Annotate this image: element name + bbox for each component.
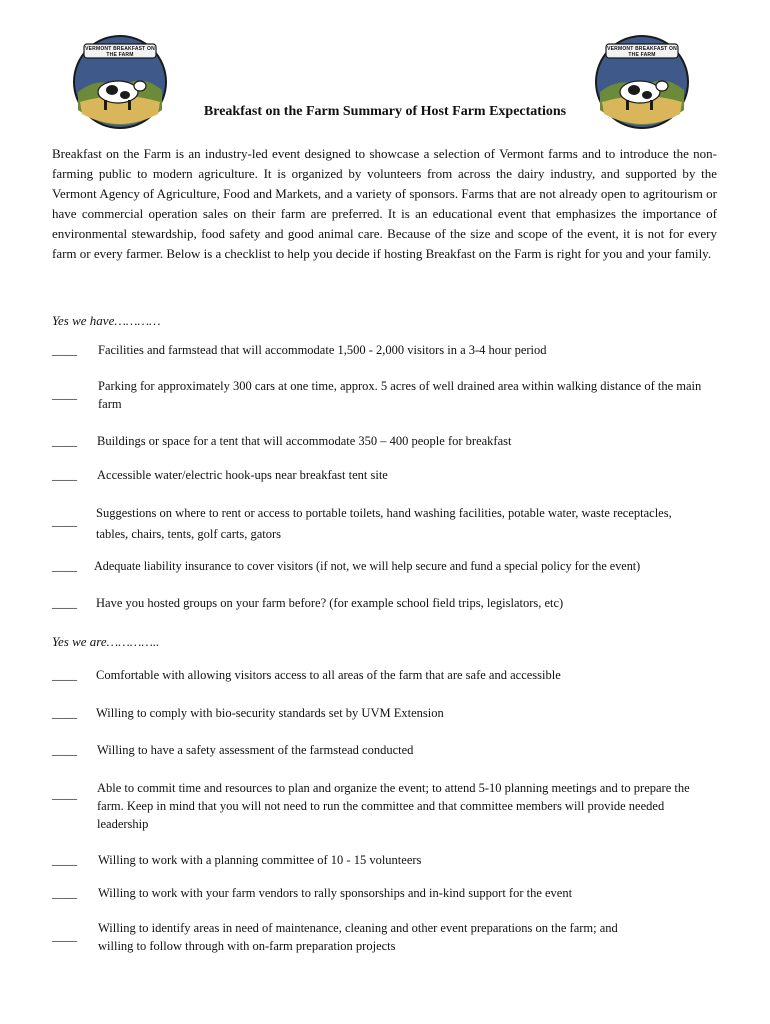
- section-heading-have: Yes we have…………: [52, 313, 161, 328]
- checklist-item-text: Adequate liability insurance to cover visitors (if not, we will help secure and fund a special policy for the event): [94, 559, 641, 573]
- checklist-item-text: Able to commit time and resources to plan and organize the event; to attend 5-10 planning meetings and to prepare the farm. Keep in mind that you will not need to run the committee and that committee members will provide needed leadership: [97, 781, 690, 831]
- logo-right-text: VERMONT BREAKFAST ON THE FARM: [607, 46, 677, 58]
- checkbox-blank[interactable]: ____: [52, 559, 77, 573]
- checklist-item-text: Suggestions on where to rent or access to portable toilets, hand washing facilities, potable water, waste receptacles, tables, chairs, tents, golf carts, gators: [96, 506, 672, 541]
- section-heading-are: Yes we are…………..: [52, 634, 160, 649]
- checkbox-blank[interactable]: ____: [52, 343, 77, 357]
- checklist-item-text: Parking for approximately 300 cars at one time, approx. 5 acres of well drained area within walking distance of the main farm: [98, 379, 702, 411]
- checklist-item-text: Willing to work with a planning committee of 10 - 15 volunteers: [98, 853, 422, 867]
- checklist-item-text: Buildings or space for a tent that will accommodate 350 – 400 people for breakfast: [97, 434, 512, 448]
- intro-paragraph: Breakfast on the Farm is an industry-led event designed to showcase a selection of Vermont farms and to introduce the non-farming public to modern agriculture. It is organized by volunteers from across the dairy industry, and supported by the Vermont Agency of Agriculture, Food and Markets, and a variety of sponsors. Farms that are not already open to agritourism or have commercial operation sales on their farm are preferred. It is an educational event that emphasizes the importance of environmental stewardship, food safety and good animal care. Because of the size and scope of the event, it is not for every farm or every farmer. Below is a checklist to help you decide if hosting Breakfast on the Farm is right for you and your family.: [52, 146, 717, 262]
- checklist-item-text: Willing to identify areas in need of maintenance, cleaning and other event preparations on the farm; and willing to follow through with on-farm preparation projects: [98, 921, 618, 953]
- checkbox-blank[interactable]: ____: [52, 853, 77, 867]
- checkbox-blank[interactable]: ____: [52, 387, 77, 401]
- page-title: Breakfast on the Farm Summary of Host Farm Expectations: [203, 104, 567, 119]
- checkbox-blank[interactable]: ____: [52, 468, 77, 482]
- checkbox-blank[interactable]: ____: [52, 706, 77, 720]
- logo-left-text: VERMONT BREAKFAST ON THE FARM: [85, 46, 155, 58]
- checklist-item-text: Have you hosted groups on your farm before? (for example school field trips, legislators, etc): [96, 596, 564, 610]
- checkbox-blank[interactable]: ____: [52, 929, 77, 943]
- checklist-item-text: Accessible water/electric hook-ups near breakfast tent site: [97, 468, 388, 482]
- checkbox-blank[interactable]: ____: [52, 886, 77, 900]
- checkbox-blank[interactable]: ____: [52, 743, 77, 757]
- checklist-item-text: Willing to comply with bio-security standards set by UVM Extension: [96, 706, 444, 720]
- checklist-item-text: Willing to have a safety assessment of the farmstead conducted: [97, 743, 414, 757]
- checklist-item-text: Willing to work with your farm vendors to rally sponsorships and in-kind support for the event: [98, 886, 573, 900]
- checklist-item-text: Facilities and farmstead that will accommodate 1,500 - 2,000 visitors in a 3-4 hour period: [98, 343, 547, 357]
- checklist-item-text: Comfortable with allowing visitors access to all areas of the farm that are safe and accessible: [96, 668, 561, 682]
- checkbox-blank[interactable]: ____: [52, 668, 77, 682]
- checkbox-blank[interactable]: ____: [52, 514, 77, 528]
- checkbox-blank[interactable]: ____: [52, 596, 77, 610]
- checkbox-blank[interactable]: ____: [52, 434, 77, 448]
- checkbox-blank[interactable]: ____: [52, 787, 77, 801]
